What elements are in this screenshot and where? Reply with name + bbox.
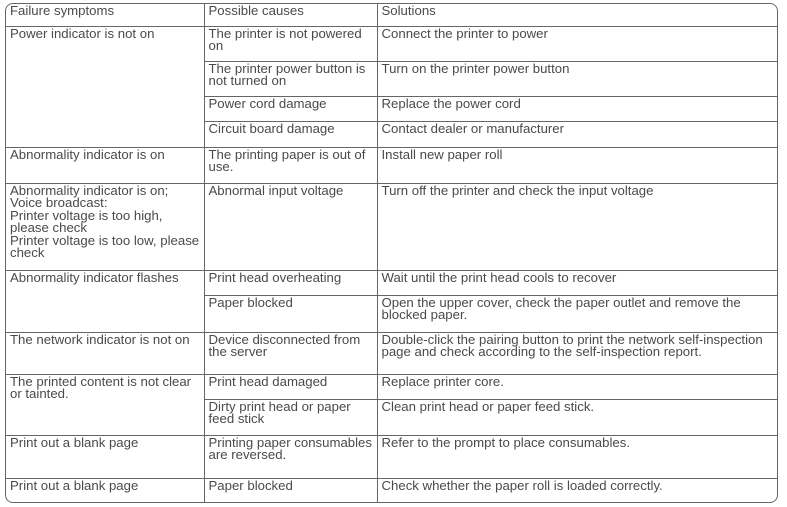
table-row <box>6 374 777 399</box>
solution-cell: Wait until the print head cools to recover <box>377 270 777 295</box>
table-row <box>6 478 777 503</box>
cause-cell: Dirty print head or paper feed stick <box>204 399 377 435</box>
header-solutions: Solutions <box>377 4 777 26</box>
cause-cell: The printing paper is out of use. <box>204 147 377 183</box>
solution-cell: Replace the power cord <box>377 96 777 121</box>
solution-cell: Clean print head or paper feed stick. <box>377 399 777 435</box>
table-row <box>6 183 777 270</box>
symptom-cell: The network indicator is not on <box>6 332 204 374</box>
symptom-cell: Abnormality indicator flashes <box>6 270 204 332</box>
table-row <box>6 435 777 478</box>
header-symptoms: Failure symptoms <box>6 4 204 26</box>
table-row <box>6 332 777 374</box>
solution-cell: Turn on the printer power button <box>377 61 777 96</box>
solution-cell: Check whether the paper roll is loaded correctly. <box>377 478 777 503</box>
solution-cell: Open the upper cover, check the paper outlet and remove the blocked paper. <box>377 295 777 332</box>
cause-cell: Device disconnected from the server <box>204 332 377 374</box>
symptom-cell: Abnormality indicator is on <box>6 147 204 183</box>
cause-cell: Abnormal input voltage <box>204 183 377 270</box>
cause-cell: Printing paper consumables are reversed. <box>204 435 377 478</box>
symptom-cell: Abnormality indicator is on; Voice broadcast: Printer voltage is too high, please check Printer voltage is too low, please check <box>6 183 204 270</box>
table-row <box>6 26 777 61</box>
cause-cell: Circuit board damage <box>204 121 377 147</box>
solution-cell: Install new paper roll <box>377 147 777 183</box>
cause-cell: The printer power button is not turned on <box>204 61 377 96</box>
cause-cell: Print head damaged <box>204 374 377 399</box>
cause-cell: Print head overheating <box>204 270 377 295</box>
symptom-cell: Print out a blank page <box>6 435 204 478</box>
symptom-cell: The printed content is not clear or tainted. <box>6 374 204 435</box>
cause-cell: Paper blocked <box>204 478 377 503</box>
table-row <box>6 270 777 295</box>
cause-cell: Paper blocked <box>204 295 377 332</box>
cause-cell: Power cord damage <box>204 96 377 121</box>
table-row <box>6 147 777 183</box>
solution-cell: Connect the printer to power <box>377 26 777 61</box>
cause-cell: The printer is not powered on <box>204 26 377 61</box>
solution-cell: Contact dealer or manufacturer <box>377 121 777 147</box>
header-causes: Possible causes <box>204 4 377 26</box>
troubleshooting-table-frame <box>5 3 778 503</box>
solution-cell: Turn off the printer and check the input voltage <box>377 183 777 270</box>
solution-cell: Double-click the pairing button to print the network self-inspection page and check according to the self-inspection report. <box>377 332 777 374</box>
troubleshooting-table <box>6 4 777 503</box>
solution-cell: Refer to the prompt to place consumables. <box>377 435 777 478</box>
symptom-cell: Power indicator is not on <box>6 26 204 147</box>
symptom-cell: Print out a blank page <box>6 478 204 503</box>
header-row <box>6 4 777 26</box>
solution-cell: Replace printer core. <box>377 374 777 399</box>
